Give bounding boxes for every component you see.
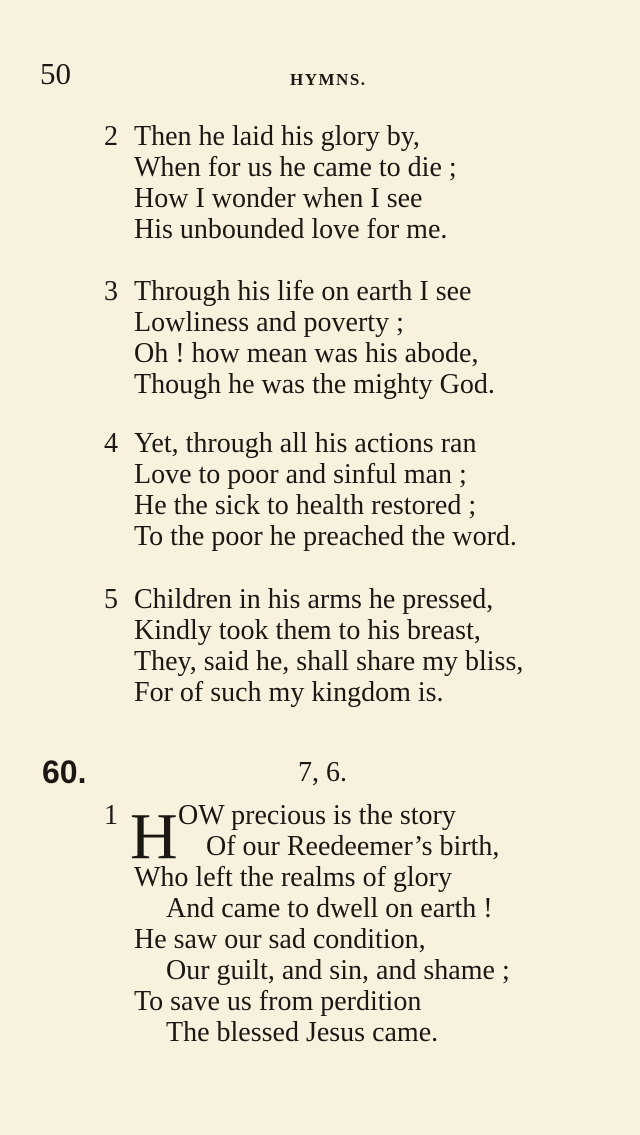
stanza-4: [104, 428, 624, 552]
stanza-line: The blessed Jesus came.: [166, 1017, 439, 1048]
stanza-line: They, said he, shall share my bliss,: [134, 646, 524, 677]
stanza-line: Children in his arms he pressed,: [134, 584, 494, 615]
stanza-line: Though he was the mighty God.: [134, 369, 495, 400]
running-head: HYMNS.: [290, 70, 367, 89]
hymn-60-header: [40, 754, 600, 794]
stanza-3: [104, 276, 624, 400]
hymn-number: 60.: [42, 754, 87, 790]
stanza-number: 5: [104, 584, 118, 615]
stanza-line: Of our Reedeemer’s birth,: [206, 831, 500, 862]
stanza-line: Our guilt, and sin, and shame ;: [166, 955, 510, 986]
stanza-number: 2: [104, 121, 118, 152]
stanza-line: When for us he came to die ;: [134, 152, 457, 183]
stanza-number: 4: [104, 428, 118, 459]
stanza-lines: [134, 276, 624, 400]
stanza-line: To save us from perdition: [134, 986, 422, 1017]
stanza-2: [104, 121, 624, 245]
stanza-line: Who left the realms of glory: [134, 862, 453, 893]
page-number: 50: [40, 56, 71, 91]
stanza-5: [104, 584, 624, 708]
stanza-lines: [134, 121, 624, 245]
hymn-60-stanza-1: [104, 800, 624, 1048]
stanza-line: And came to dwell on earth !: [166, 893, 493, 924]
stanza-lines: [134, 428, 624, 552]
stanza-line: Yet, through all his actions ran: [134, 428, 477, 459]
stanza-line: His unbounded love for me.: [134, 214, 448, 245]
stanza-line: OW precious is the story: [178, 800, 456, 831]
hymn-lines: [134, 800, 624, 1048]
hymn-meter: 7, 6.: [298, 757, 347, 788]
stanza-line: Oh ! how mean was his abode,: [134, 338, 479, 369]
stanza-line: To the poor he preached the word.: [134, 521, 517, 552]
stanza-line: He the sick to health restored ;: [134, 490, 477, 521]
stanza-lines: [134, 584, 624, 708]
drop-cap: H: [130, 800, 178, 873]
stanza-line: How I wonder when I see: [134, 183, 423, 214]
stanza-line: Kindly took them to his breast,: [134, 615, 481, 646]
stanza-line: Lowliness and poverty ;: [134, 307, 404, 338]
stanza-line: Through his life on earth I see: [134, 276, 472, 307]
stanza-number: 3: [104, 276, 118, 307]
stanza-line: Love to poor and sinful man ;: [134, 459, 467, 490]
stanza-line: Then he laid his glory by,: [134, 121, 420, 152]
stanza-number: 1: [104, 800, 118, 831]
stanza-line: He saw our sad condition,: [134, 924, 426, 955]
stanza-line: For of such my kingdom is.: [134, 677, 444, 708]
